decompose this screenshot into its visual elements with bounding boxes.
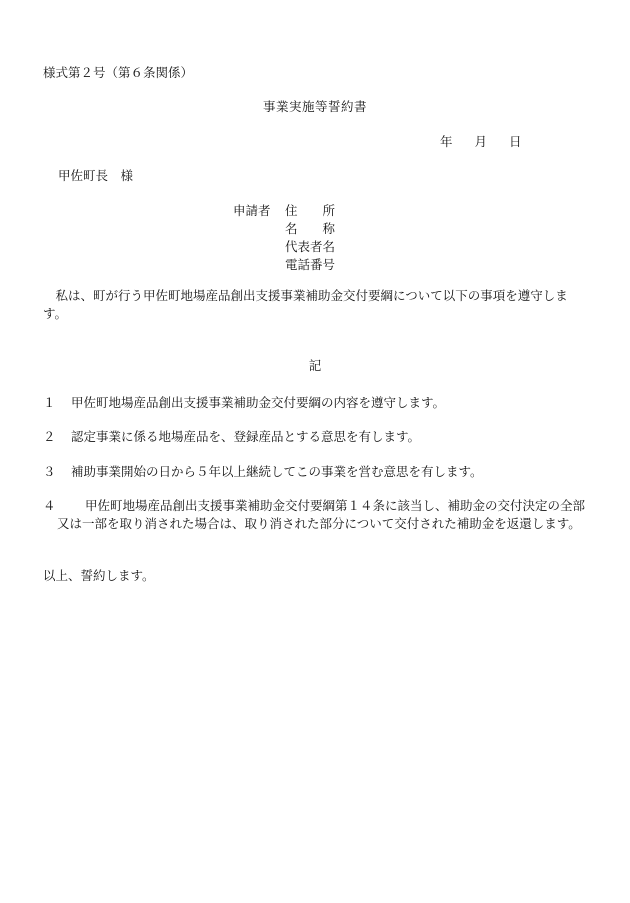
date-line (418, 133, 522, 151)
list-item-number: １ (43, 395, 56, 410)
applicant-block (233, 202, 335, 274)
list-item (43, 463, 591, 481)
list-item-text: 認定事業に係る地場産品を、登録産品とする意思を有します。 (71, 429, 421, 444)
list-item-text: 甲佐町地場産品創出支援事業補助金交付要綱の内容を遵守します。 (71, 395, 446, 410)
applicant-field-address: 住 所 (285, 203, 336, 218)
list-item-text: 甲佐町地場産品創出支援事業補助金交付要綱第１４条に該当し、補助金の交付決定の全部又は一部を取り消された場合は、取り消された部分について交付された補助金を返還します。 (57, 498, 586, 531)
date-year: 年 (440, 134, 453, 149)
list-item-number: ３ (43, 464, 56, 479)
list-item (43, 394, 591, 412)
applicant-field-phone: 電話番号 (285, 257, 336, 272)
document-title: 事業実施等誓約書 (262, 99, 367, 114)
applicant-field-representative: 代表者名 (285, 239, 336, 254)
list-item (43, 428, 591, 446)
list-item (43, 497, 591, 533)
closing-statement: 以上、誓約します。 (43, 568, 155, 583)
applicant-label: 申請者 (233, 203, 271, 218)
list-item-text: 補助事業開始の日から５年以上継続してこの事業を営む意思を有します。 (71, 464, 483, 479)
ki-heading: 記 (308, 358, 322, 373)
applicant-field-name: 名 称 (285, 221, 336, 236)
form-number: 様式第２号（第６条関係） (43, 65, 194, 80)
list-item-number: ４ (43, 498, 56, 513)
date-month: 月 (474, 134, 488, 149)
list-item-number: ２ (43, 429, 56, 444)
addressee: 甲佐町長 様 (58, 168, 134, 183)
pledge-paragraph: 私は、町が行う甲佐町地場産品創出支援事業補助金交付要綱について以下の事項を遵守します。 (43, 288, 568, 321)
date-day: 日 (509, 134, 522, 149)
